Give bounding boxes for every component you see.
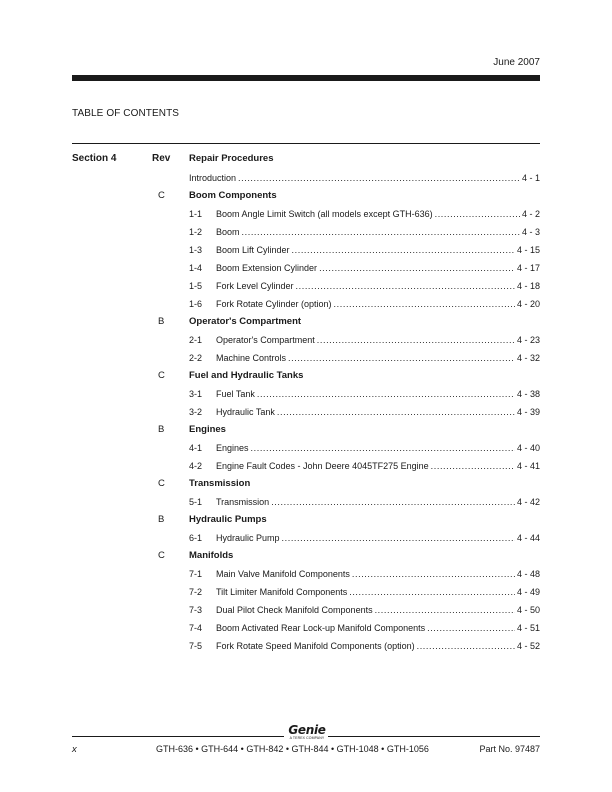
toc-heading-row [0, 549, 612, 563]
rev-letter: B [158, 316, 165, 327]
toc-entry-row[interactable] [0, 405, 612, 419]
toc-entry-number: 1-5 [189, 281, 203, 291]
dot-leader [431, 459, 515, 473]
toc-entry-title: Introduction [189, 173, 237, 183]
toc-entry-page: 4 - 48 [516, 569, 540, 579]
toc-entry-row[interactable] [0, 495, 612, 509]
toc-entry-page: 4 - 2 [521, 209, 540, 219]
toc-entry[interactable] [216, 621, 540, 635]
logo-tagline: A TEREX COMPANY [289, 736, 325, 740]
header-date: June 2007 [493, 57, 540, 68]
dot-leader [292, 243, 515, 257]
toc-entry[interactable] [216, 207, 540, 221]
dot-leader [238, 171, 520, 185]
toc-entry-page: 4 - 41 [516, 461, 540, 471]
toc-entry-number: 1-3 [189, 245, 203, 255]
dot-leader [271, 495, 515, 509]
toc-heading: Operator's Compartment [189, 316, 302, 327]
toc-entry-title: Tilt Limiter Manifold Components [216, 587, 348, 597]
toc-entry[interactable] [216, 585, 540, 599]
toc-entry-row[interactable] [0, 387, 612, 401]
dot-leader [427, 621, 515, 635]
rev-letter: C [158, 550, 165, 561]
toc-entry-row[interactable] [0, 297, 612, 311]
toc-entry-row[interactable] [0, 639, 612, 653]
dot-leader [317, 333, 515, 347]
rev-column-label: Rev [152, 153, 171, 164]
genie-logo [287, 724, 327, 742]
toc-heading: Engines [189, 424, 226, 435]
toc-entry[interactable] [216, 279, 540, 293]
toc-heading: Manifolds [189, 550, 234, 561]
dot-leader [257, 387, 515, 401]
toc-entry-row[interactable] [0, 171, 612, 185]
toc-entry-row[interactable] [0, 351, 612, 365]
toc-heading: Repair Procedures [189, 153, 274, 164]
toc-entry-title: Boom Extension Cylinder [216, 263, 318, 273]
toc-heading-row [0, 315, 612, 329]
toc-entry[interactable] [216, 261, 540, 275]
toc-entry-page: 4 - 40 [516, 443, 540, 453]
dot-leader [334, 297, 515, 311]
dot-leader [319, 261, 515, 275]
section-label: Section 4 [72, 153, 117, 164]
toc-entry-row[interactable] [0, 279, 612, 293]
toc-entry[interactable] [216, 603, 540, 617]
toc-heading-row [0, 152, 612, 166]
dot-leader [435, 207, 520, 221]
footer-rule-right [328, 736, 540, 737]
toc-entry-page: 4 - 50 [516, 605, 540, 615]
toc-entry-page: 4 - 3 [521, 227, 540, 237]
toc-heading-row [0, 513, 612, 527]
toc-entry-number: 7-4 [189, 623, 203, 633]
toc-entry-page: 4 - 23 [516, 335, 540, 345]
toc-heading-row [0, 423, 612, 437]
toc-heading-row [0, 369, 612, 383]
toc-entry-number: 1-6 [189, 299, 203, 309]
toc-rule [72, 143, 540, 144]
footer-models: GTH-636 • GTH-644 • GTH-842 • GTH-844 • GTH-1048 • GTH-1056 [156, 744, 429, 754]
toc-entry-row[interactable] [0, 621, 612, 635]
toc-entry-row[interactable] [0, 243, 612, 257]
toc-entry-number: 3-2 [189, 407, 203, 417]
toc-entry-page: 4 - 44 [516, 533, 540, 543]
toc-entry-row[interactable] [0, 567, 612, 581]
toc-entry-page: 4 - 38 [516, 389, 540, 399]
toc-entry-title: Fork Level Cylinder [216, 281, 294, 291]
toc-entry-row[interactable] [0, 459, 612, 473]
toc-entry[interactable] [216, 387, 540, 401]
toc-entry-number: 3-1 [189, 389, 203, 399]
dot-leader [282, 531, 515, 545]
dot-leader [288, 351, 515, 365]
toc-entry[interactable] [189, 171, 540, 185]
toc-entry-number: 7-3 [189, 605, 203, 615]
toc-entry-title: Main Valve Manifold Components [216, 569, 350, 579]
toc-entry-title: Boom Activated Rear Lock-up Manifold Components [216, 623, 426, 633]
toc-entry-page: 4 - 39 [516, 407, 540, 417]
toc-entry-number: 7-2 [189, 587, 203, 597]
toc-entry-number: 2-2 [189, 353, 203, 363]
toc-entry-title: Boom [216, 227, 240, 237]
logo-wordmark: Genie [288, 723, 326, 737]
toc-heading-row [0, 189, 612, 203]
rev-letter: B [158, 514, 165, 525]
toc-entry[interactable] [216, 333, 540, 347]
dot-leader [277, 405, 515, 419]
dot-leader [251, 441, 515, 455]
toc-entry-row[interactable] [0, 531, 612, 545]
toc-heading: Hydraulic Pumps [189, 514, 267, 525]
rev-letter: C [158, 190, 165, 201]
dot-leader [296, 279, 515, 293]
toc-entry-number: 7-5 [189, 641, 203, 651]
toc-entry[interactable] [216, 639, 540, 653]
toc-entry[interactable] [216, 459, 540, 473]
toc-entry-title: Engines [216, 443, 249, 453]
toc-entry-page: 4 - 52 [516, 641, 540, 651]
toc-heading: Boom Components [189, 190, 277, 201]
toc-entry-number: 6-1 [189, 533, 203, 543]
toc-heading: Transmission [189, 478, 251, 489]
toc-entry-number: 2-1 [189, 335, 203, 345]
dot-leader [349, 585, 515, 599]
toc-entry[interactable] [216, 405, 540, 419]
toc-heading-row [0, 477, 612, 491]
rev-letter: C [158, 370, 165, 381]
toc-entry-number: 1-2 [189, 227, 203, 237]
toc-heading: Fuel and Hydraulic Tanks [189, 370, 304, 381]
header-bar [72, 75, 540, 81]
toc-entry-page: 4 - 51 [516, 623, 540, 633]
footer-part-number: Part No. 97487 [479, 744, 540, 754]
toc-entry-row[interactable] [0, 261, 612, 275]
footer-rule-left [72, 736, 284, 737]
toc-entry-row[interactable] [0, 441, 612, 455]
toc-entry-title: Hydraulic Pump [216, 533, 280, 543]
toc-entry-number: 1-1 [189, 209, 203, 219]
toc-entry-row[interactable] [0, 225, 612, 239]
toc-entry-row[interactable] [0, 207, 612, 221]
toc-entry-title: Fork Rotate Cylinder (option) [216, 299, 332, 309]
toc-entry[interactable] [216, 243, 540, 257]
toc-entry-title: Operator's Compartment [216, 335, 315, 345]
toc-entry-title: Machine Controls [216, 353, 287, 363]
toc-entry[interactable] [216, 351, 540, 365]
footer-page-number: x [72, 744, 77, 755]
toc-entry-number: 4-1 [189, 443, 203, 453]
toc-entry-page: 4 - 18 [516, 281, 540, 291]
toc-entry-title: Boom Lift Cylinder [216, 245, 290, 255]
toc-entry-row[interactable] [0, 585, 612, 599]
toc-entry[interactable] [216, 297, 540, 311]
toc-entry[interactable] [216, 441, 540, 455]
toc-entry-page: 4 - 15 [516, 245, 540, 255]
toc-entry-title: Transmission [216, 497, 270, 507]
rev-letter: C [158, 478, 165, 489]
toc-entry-number: 1-4 [189, 263, 203, 273]
toc-entry-page: 4 - 1 [521, 173, 540, 183]
dot-leader [417, 639, 515, 653]
toc-entry-title: Engine Fault Codes - John Deere 4045TF275 Engine [216, 461, 429, 471]
toc-entry[interactable] [216, 567, 540, 581]
toc-entry-title: Boom Angle Limit Switch (all models except GTH-636) [216, 209, 433, 219]
dot-leader [375, 603, 515, 617]
toc-entry[interactable] [216, 531, 540, 545]
toc-title: TABLE OF CONTENTS [72, 108, 180, 119]
toc-entry-page: 4 - 49 [516, 587, 540, 597]
dot-leader [352, 567, 515, 581]
toc-entry-row[interactable] [0, 603, 612, 617]
toc-entry[interactable] [216, 495, 540, 509]
toc-entry-row[interactable] [0, 333, 612, 347]
toc-entry-title: Hydraulic Tank [216, 407, 275, 417]
toc-entry-page: 4 - 17 [516, 263, 540, 273]
toc-entry[interactable] [216, 225, 540, 239]
toc-entry-title: Dual Pilot Check Manifold Components [216, 605, 373, 615]
toc-entry-title: Fork Rotate Speed Manifold Components (option) [216, 641, 415, 651]
toc-entry-page: 4 - 42 [516, 497, 540, 507]
rev-letter: B [158, 424, 165, 435]
toc-entry-number: 5-1 [189, 497, 203, 507]
toc-entry-title: Fuel Tank [216, 389, 255, 399]
toc-entry-number: 4-2 [189, 461, 203, 471]
toc-entry-page: 4 - 20 [516, 299, 540, 309]
toc-entry-number: 7-1 [189, 569, 203, 579]
dot-leader [242, 225, 520, 239]
toc-entry-page: 4 - 32 [516, 353, 540, 363]
